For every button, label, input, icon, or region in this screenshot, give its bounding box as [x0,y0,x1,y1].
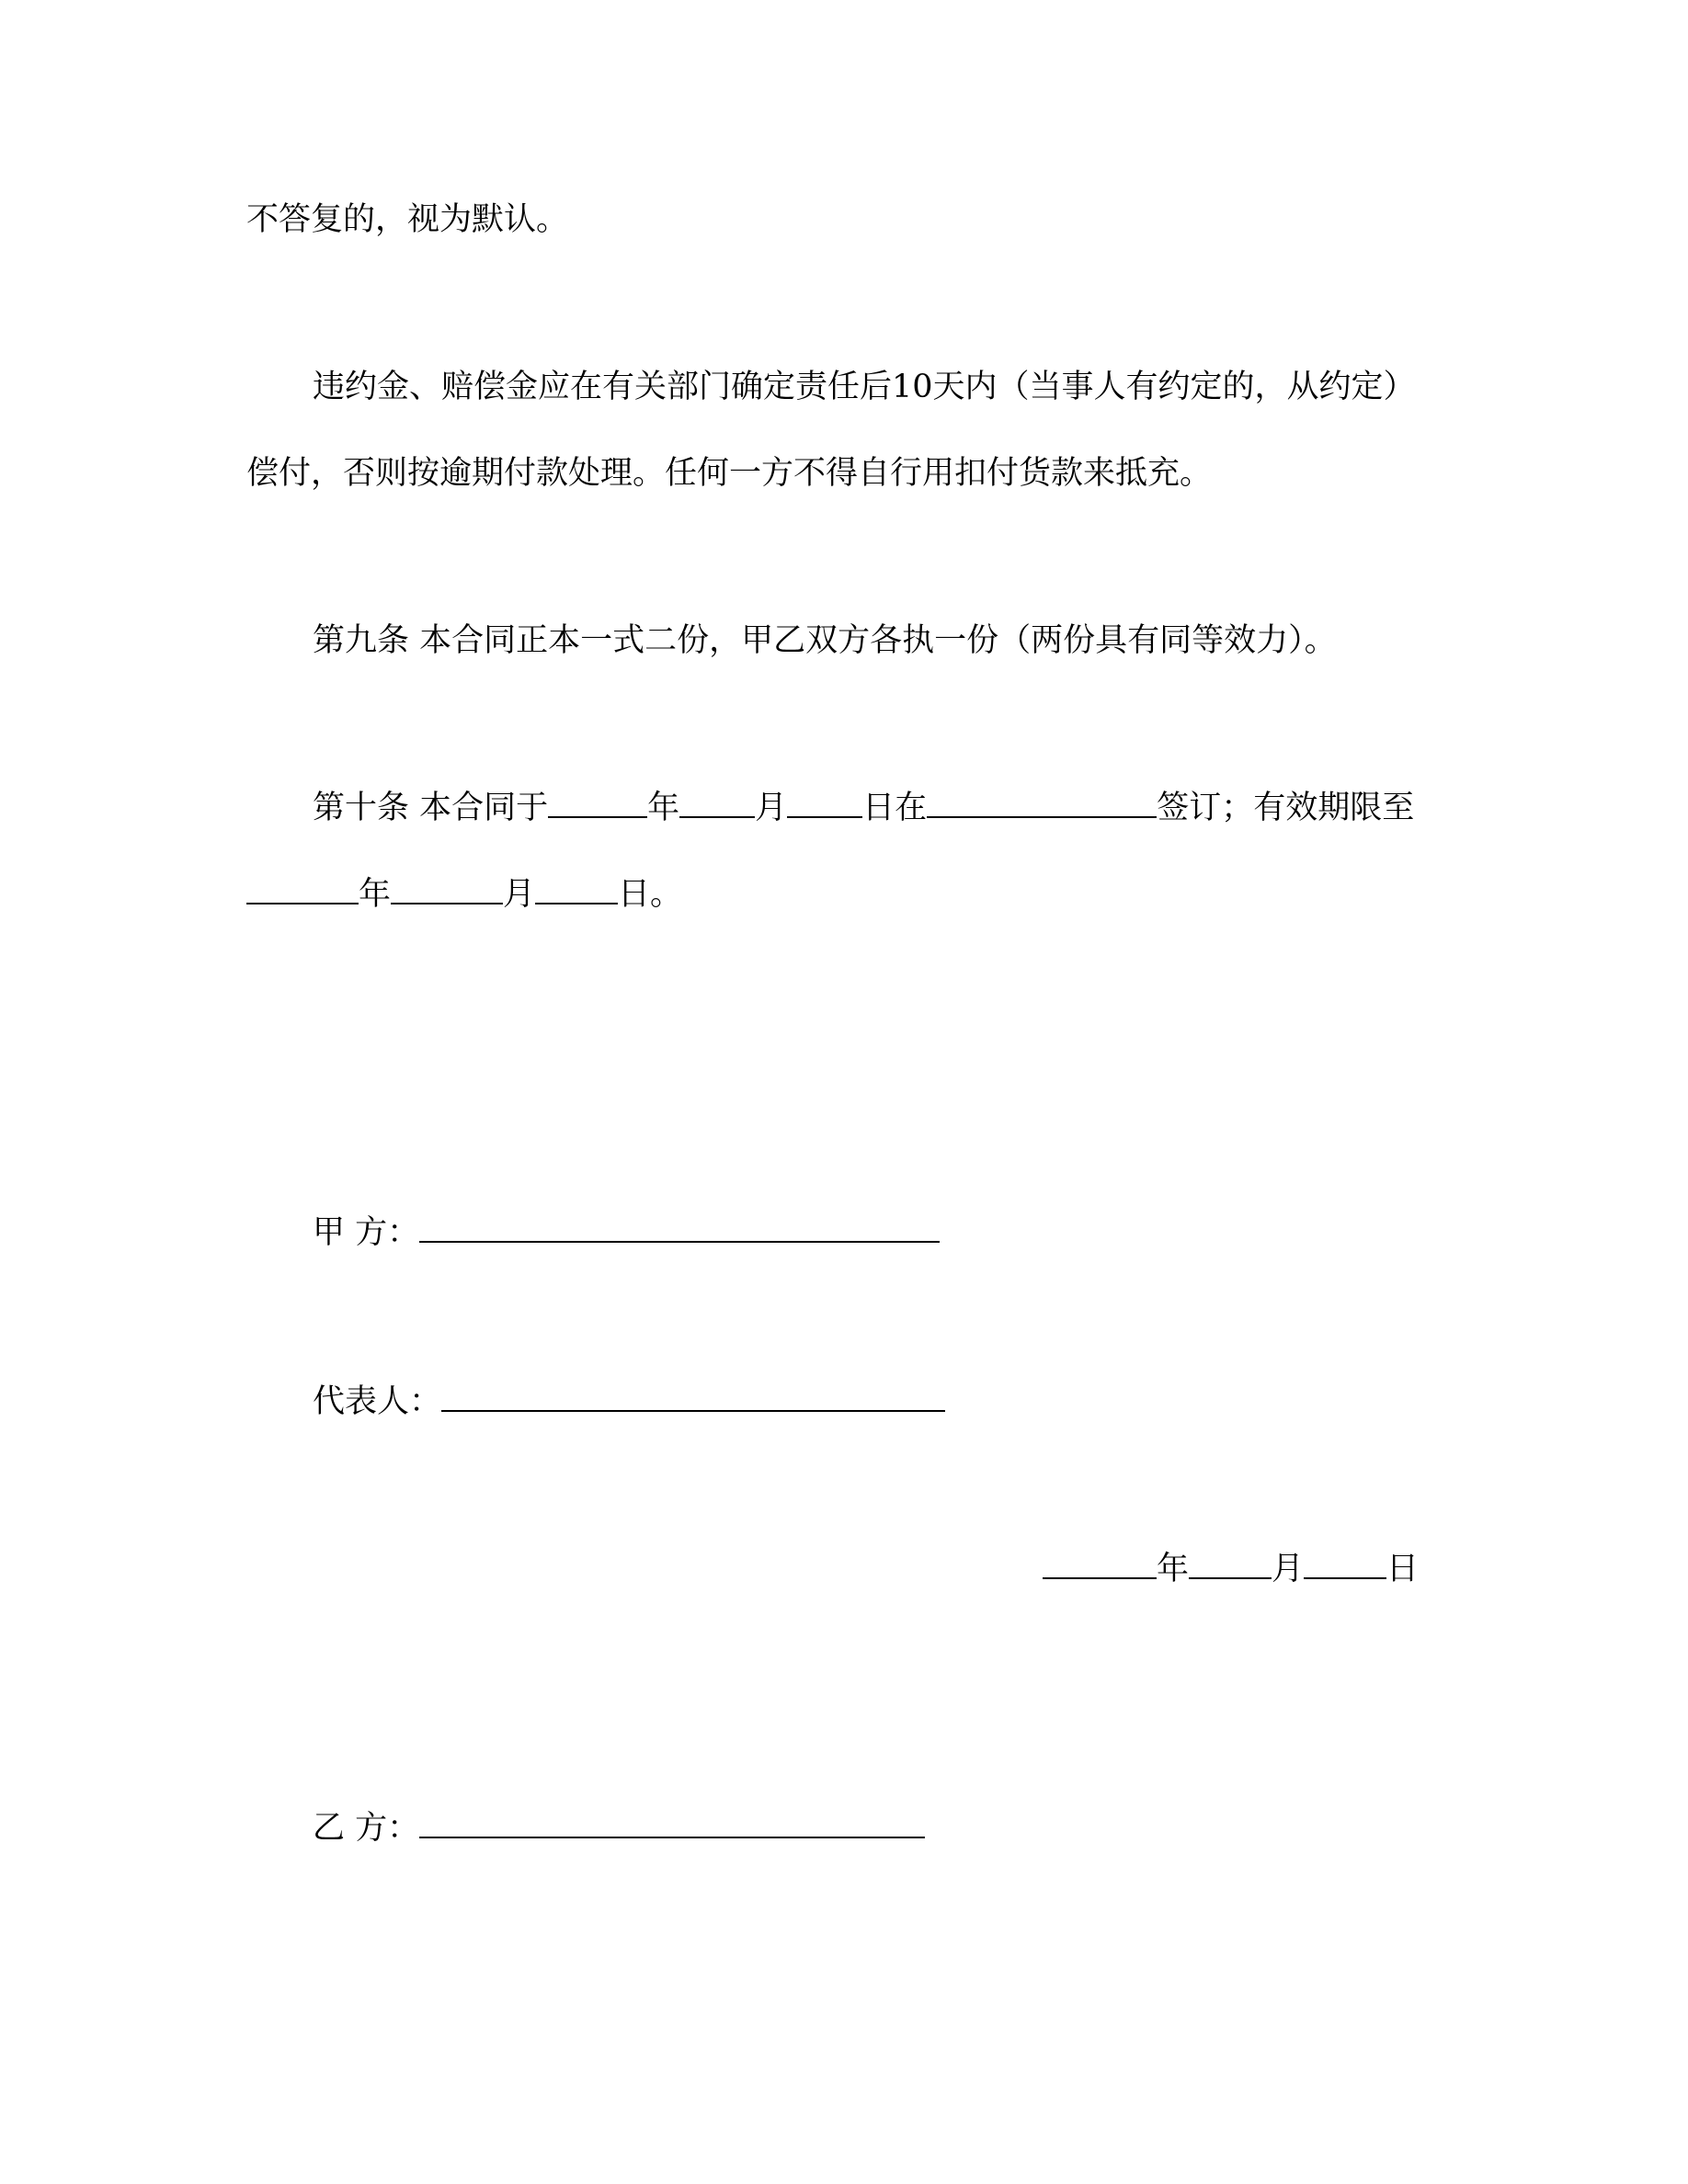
paragraph-penalty-line2 [246,452,1212,495]
signing-month-blank[interactable] [679,787,755,818]
date-day-blank[interactable] [1304,1548,1386,1579]
party-a-blank[interactable] [419,1217,940,1243]
party-a-signature-line [313,1211,940,1254]
date-year-blank[interactable] [1043,1548,1157,1579]
representative-signature-line [313,1381,945,1423]
day-label: 日。 [618,876,683,913]
paragraph-penalty-line1 [313,366,1416,408]
expiry-day-blank[interactable] [535,873,618,904]
date-day-label: 日 [1386,1551,1420,1587]
article-nine [313,620,1337,662]
year-label: 年 [359,876,392,913]
date-month-label: 月 [1272,1551,1305,1587]
party-b-label: 乙 方： [313,1810,420,1847]
day-at-label: 日在 [862,790,928,826]
expiry-month-blank[interactable] [391,873,503,904]
signature-date-line [1043,1548,1419,1590]
date-month-blank[interactable] [1189,1548,1272,1579]
paragraph-text: 偿付，否则按逾期付款处理。任何一方不得自行用扣付货款来抵充。 [246,455,1213,492]
signing-place-blank[interactable] [927,787,1157,818]
paragraph-text: 违约金、赔偿金应在有关部门确定责任后10天内（当事人有约定的，从约定） [313,369,1416,405]
paragraph-default-consent [246,199,568,241]
paragraph-text: 不答复的，视为默认。 [246,201,569,238]
article-ten-line1 [313,787,1414,829]
year-label: 年 [647,790,680,826]
date-year-label: 年 [1157,1551,1190,1587]
representative-label: 代表人： [313,1383,442,1420]
signing-day-blank[interactable] [787,787,862,818]
representative-blank[interactable] [441,1386,945,1412]
month-label: 月 [503,876,536,913]
article-ten-prefix: 第十条 本合同于 [313,790,549,826]
party-a-label: 甲 方： [313,1214,420,1251]
signing-year-blank[interactable] [548,787,647,818]
article-ten-line2 [246,873,682,916]
party-b-blank[interactable] [419,1813,925,1838]
paragraph-text: 第九条 本合同正本一式二份，甲乙双方各执一份（两份具有同等效力）。 [313,622,1337,659]
party-b-signature-line [313,1807,925,1849]
signed-label: 签订；有效期限至 [1157,790,1415,826]
expiry-year-blank[interactable] [246,873,359,904]
month-label: 月 [755,790,788,826]
